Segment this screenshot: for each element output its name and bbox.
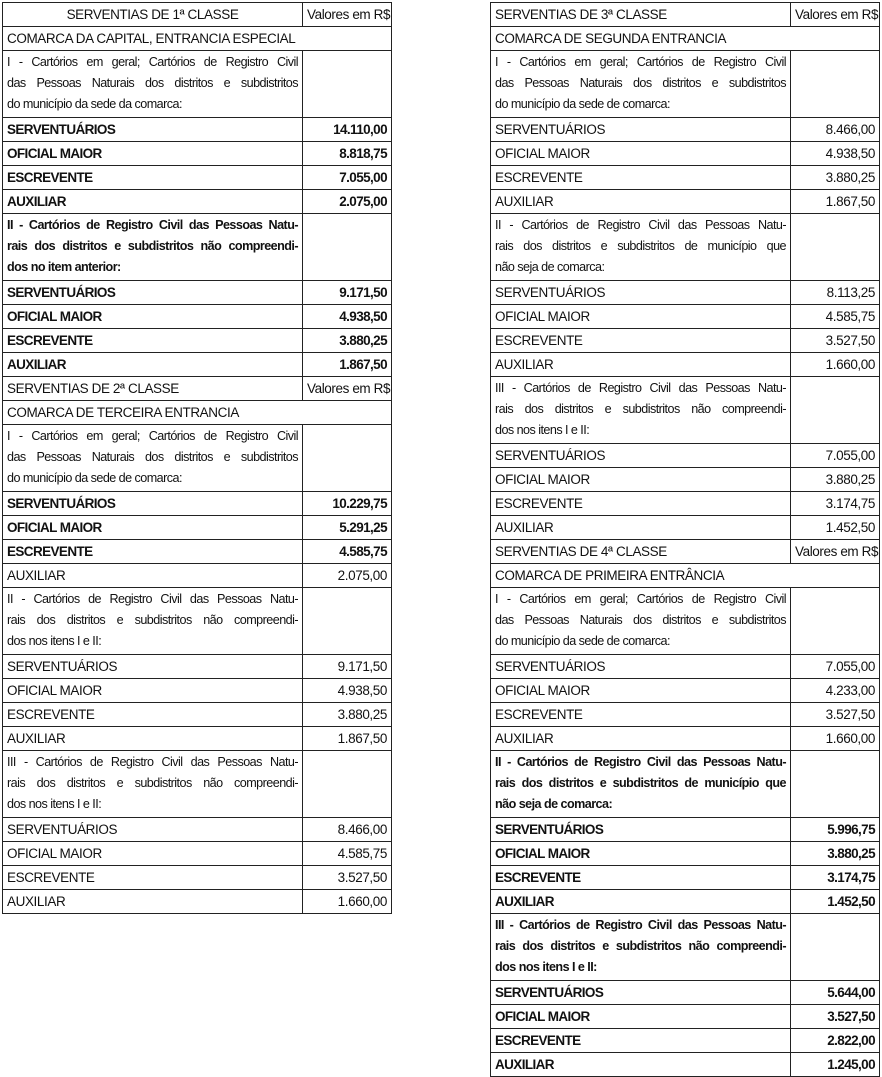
empty-value-cell [791, 751, 880, 818]
category-description [491, 588, 791, 655]
role-value: 5.291,25 [303, 516, 392, 540]
role-label: SERVENTUÁRIOS [491, 818, 791, 842]
class-title: SERVENTIAS DE 3ª CLASSE [491, 3, 791, 27]
table-row [491, 1053, 880, 1077]
description-line: I - Cartórios em geral; Cartórios de Registro Civil [495, 55, 786, 69]
role-label: AUXILIAR [491, 890, 791, 914]
table-row [3, 540, 392, 564]
role-value: 3.527,50 [303, 866, 392, 890]
class-header-row [491, 540, 880, 564]
role-label: SERVENTUÁRIOS [491, 118, 791, 142]
role-value: 8.466,00 [303, 818, 392, 842]
role-label: SERVENTUÁRIOS [491, 281, 791, 305]
role-value: 4.938,50 [303, 679, 392, 703]
description-line: II - Cartórios de Registro Civil das Pessoas Natu- [495, 218, 786, 232]
role-label: OFICIAL MAIOR [3, 679, 303, 703]
category-description-row [3, 425, 392, 492]
table-row [491, 818, 880, 842]
description-line: III - Cartórios de Registro Civil das Pessoas Natu- [495, 918, 786, 932]
description-line: III - Cartórios de Registro Civil das Pessoas Natu- [495, 381, 786, 395]
description-line: I - Cartórios em geral; Cartórios de Registro Civil [7, 429, 298, 443]
role-label: ESCREVENTE [491, 329, 791, 353]
role-label: OFICIAL MAIOR [491, 142, 791, 166]
role-label: OFICIAL MAIOR [3, 516, 303, 540]
role-value: 3.174,75 [791, 866, 880, 890]
role-value: 1.660,00 [791, 353, 880, 377]
table-row [3, 281, 392, 305]
role-label: OFICIAL MAIOR [491, 305, 791, 329]
description-line: dos no item anterior: [7, 260, 121, 274]
table-row [3, 890, 392, 914]
table-row [491, 281, 880, 305]
value-column-header: Valores em R$ [791, 3, 880, 27]
empty-value-cell [791, 214, 880, 281]
table-row [491, 727, 880, 751]
table-row [3, 516, 392, 540]
empty-value-cell [303, 751, 392, 818]
description-line: dos nos itens I e II: [7, 634, 102, 648]
role-label: AUXILIAR [3, 353, 303, 377]
description-line: rais dos distritos e subdistritos não compreendi- [7, 776, 298, 790]
role-value: 9.171,50 [303, 655, 392, 679]
comarca-row [3, 27, 392, 51]
role-label: ESCREVENTE [3, 703, 303, 727]
description-line: do município da sede da comarca: [7, 97, 182, 111]
description-line: das Pessoas Naturais dos distritos e subdistritos [7, 450, 298, 464]
role-value: 1.867,50 [303, 353, 392, 377]
description-line: dos nos itens I e II: [495, 960, 597, 974]
role-value: 5.996,75 [791, 818, 880, 842]
description-line: do município da sede de comarca: [495, 97, 670, 111]
role-label: OFICIAL MAIOR [3, 305, 303, 329]
description-line: rais dos distritos e subdistritos não compreendi- [495, 402, 786, 416]
category-description-row [3, 51, 392, 118]
role-label: AUXILIAR [491, 1053, 791, 1077]
table-row [491, 444, 880, 468]
category-description [3, 51, 303, 118]
category-description-row [491, 214, 880, 281]
role-label: OFICIAL MAIOR [3, 142, 303, 166]
description-line: III - Cartórios de Registro Civil das Pessoas Natu- [7, 755, 298, 769]
role-value: 3.880,25 [303, 703, 392, 727]
category-description [491, 914, 791, 981]
class-header-row [491, 3, 880, 27]
role-value: 4.938,50 [303, 305, 392, 329]
table-row [491, 1029, 880, 1053]
category-description-row [3, 214, 392, 281]
role-value: 4.585,75 [791, 305, 880, 329]
role-label: OFICIAL MAIOR [491, 842, 791, 866]
description-line: do município da sede de comarca: [495, 634, 670, 648]
table-row [491, 468, 880, 492]
role-value: 4.233,00 [791, 679, 880, 703]
empty-value-cell [303, 425, 392, 492]
table-row [491, 890, 880, 914]
role-label: SERVENTUÁRIOS [491, 444, 791, 468]
table-row [491, 981, 880, 1005]
category-description [491, 214, 791, 281]
table-row [3, 492, 392, 516]
table-row [3, 655, 392, 679]
description-line: das Pessoas Naturais dos distritos e subdistritos [7, 76, 298, 90]
role-label: ESCREVENTE [491, 492, 791, 516]
description-line: não seja de comarca: [495, 260, 605, 274]
role-value: 1.245,00 [791, 1053, 880, 1077]
role-value: 10.229,75 [303, 492, 392, 516]
table-row [3, 727, 392, 751]
comarca-row [491, 27, 880, 51]
table-row [491, 842, 880, 866]
role-value: 7.055,00 [791, 444, 880, 468]
comarca-title: COMARCA DE SEGUNDA ENTRANCIA [491, 27, 880, 51]
role-value: 3.880,25 [791, 166, 880, 190]
role-label: OFICIAL MAIOR [491, 1005, 791, 1029]
table-row [491, 142, 880, 166]
category-description [3, 425, 303, 492]
role-value: 4.585,75 [303, 540, 392, 564]
table-row [491, 516, 880, 540]
table-row [491, 305, 880, 329]
table-row [491, 166, 880, 190]
role-value: 2.075,00 [303, 190, 392, 214]
description-line: dos nos itens I e II: [495, 423, 590, 437]
category-description-row [3, 588, 392, 655]
role-label: SERVENTUÁRIOS [491, 655, 791, 679]
comarca-title: COMARCA DE PRIMEIRA ENTRÂNCIA [491, 564, 880, 588]
role-label: ESCREVENTE [491, 866, 791, 890]
table-row [491, 190, 880, 214]
value-column-header: Valores em R$ [303, 3, 392, 27]
table-row [491, 492, 880, 516]
table-row [491, 353, 880, 377]
category-description-row [491, 751, 880, 818]
table-row [491, 118, 880, 142]
role-value: 1.660,00 [791, 727, 880, 751]
role-label: AUXILIAR [491, 353, 791, 377]
role-value: 4.938,50 [791, 142, 880, 166]
role-value: 8.818,75 [303, 142, 392, 166]
empty-value-cell [791, 914, 880, 981]
role-value: 4.585,75 [303, 842, 392, 866]
empty-value-cell [303, 588, 392, 655]
role-label: SERVENTUÁRIOS [3, 492, 303, 516]
role-label: AUXILIAR [491, 516, 791, 540]
salary-table-left [2, 2, 392, 914]
description-line: I - Cartórios em geral; Cartórios de Registro Civil [495, 592, 786, 606]
category-description [3, 214, 303, 281]
class-header-row [3, 377, 392, 401]
category-description [491, 751, 791, 818]
role-label: OFICIAL MAIOR [491, 679, 791, 703]
role-value: 1.867,50 [791, 190, 880, 214]
value-column-header: Valores em R$ [791, 540, 880, 564]
table-row [3, 564, 392, 588]
table-row [491, 1005, 880, 1029]
table-row [491, 679, 880, 703]
category-description [491, 51, 791, 118]
description-line: dos nos itens I e II: [7, 797, 102, 811]
class-header-row [3, 3, 392, 27]
role-label: AUXILIAR [3, 890, 303, 914]
class-title: SERVENTIAS DE 2ª CLASSE [3, 377, 303, 401]
table-row [3, 703, 392, 727]
description-line: das Pessoas Naturais dos distritos e subdistritos [495, 613, 786, 627]
empty-value-cell [791, 51, 880, 118]
role-value: 8.113,25 [791, 281, 880, 305]
empty-value-cell [791, 588, 880, 655]
category-description [3, 588, 303, 655]
role-label: ESCREVENTE [3, 540, 303, 564]
role-label: ESCREVENTE [3, 866, 303, 890]
table-row [3, 118, 392, 142]
role-value: 14.110,00 [303, 118, 392, 142]
role-label: AUXILIAR [3, 727, 303, 751]
role-value: 3.880,25 [303, 329, 392, 353]
salary-table-right [490, 2, 880, 1077]
role-label: ESCREVENTE [491, 166, 791, 190]
role-label: OFICIAL MAIOR [491, 468, 791, 492]
role-value: 2.822,00 [791, 1029, 880, 1053]
class-title: SERVENTIAS DE 1ª CLASSE [3, 3, 303, 27]
table-row [3, 142, 392, 166]
comarca-row [491, 564, 880, 588]
role-label: AUXILIAR [3, 564, 303, 588]
comarca-title: COMARCA DA CAPITAL, ENTRANCIA ESPECIAL [3, 27, 392, 51]
description-line: I - Cartórios em geral; Cartórios de Registro Civil [7, 55, 298, 69]
role-value: 1.867,50 [303, 727, 392, 751]
table-row [491, 655, 880, 679]
table-row [3, 305, 392, 329]
table-row [3, 190, 392, 214]
category-description-row [491, 51, 880, 118]
table-row [491, 703, 880, 727]
category-description-row [3, 751, 392, 818]
table-row [491, 866, 880, 890]
role-label: AUXILIAR [491, 190, 791, 214]
table-row [3, 329, 392, 353]
description-line: rais dos distritos e subdistritos de município que [495, 776, 786, 790]
role-value: 1.452,50 [791, 890, 880, 914]
table-row [3, 166, 392, 190]
role-label: AUXILIAR [3, 190, 303, 214]
table-row [3, 679, 392, 703]
description-line: não seja de comarca: [495, 797, 613, 811]
empty-value-cell [791, 377, 880, 444]
role-label: ESCREVENTE [491, 703, 791, 727]
role-value: 1.452,50 [791, 516, 880, 540]
description-line: II - Cartórios de Registro Civil das Pessoas Natu- [7, 218, 298, 232]
role-value: 9.171,50 [303, 281, 392, 305]
role-value: 7.055,00 [303, 166, 392, 190]
description-line: II - Cartórios de Registro Civil das Pessoas Natu- [495, 755, 786, 769]
role-label: SERVENTUÁRIOS [3, 281, 303, 305]
role-value: 7.055,00 [791, 655, 880, 679]
description-line: rais dos distritos e subdistritos não compreendi- [495, 939, 786, 953]
value-column-header: Valores em R$ [303, 377, 392, 401]
role-label: SERVENTUÁRIOS [491, 981, 791, 1005]
comarca-row [3, 401, 392, 425]
category-description [491, 377, 791, 444]
table-row [3, 818, 392, 842]
category-description-row [491, 588, 880, 655]
class-title: SERVENTIAS DE 4ª CLASSE [491, 540, 791, 564]
empty-value-cell [303, 214, 392, 281]
comarca-title: COMARCA DE TERCEIRA ENTRANCIA [3, 401, 392, 425]
role-value: 3.527,50 [791, 329, 880, 353]
role-label: ESCREVENTE [3, 329, 303, 353]
description-line: II - Cartórios de Registro Civil das Pessoas Natu- [7, 592, 298, 606]
role-value: 3.527,50 [791, 703, 880, 727]
role-value: 1.660,00 [303, 890, 392, 914]
role-label: SERVENTUÁRIOS [3, 655, 303, 679]
empty-value-cell [303, 51, 392, 118]
role-value: 3.880,25 [791, 468, 880, 492]
role-value: 5.644,00 [791, 981, 880, 1005]
role-label: SERVENTUÁRIOS [3, 818, 303, 842]
description-line: rais dos distritos e subdistritos de município que [495, 239, 786, 253]
table-row [3, 353, 392, 377]
role-value: 3.527,50 [791, 1005, 880, 1029]
description-line: do município da sede de comarca: [7, 471, 182, 485]
role-label: AUXILIAR [491, 727, 791, 751]
category-description-row [491, 914, 880, 981]
role-label: SERVENTUÁRIOS [3, 118, 303, 142]
role-label: ESCREVENTE [3, 166, 303, 190]
category-description [3, 751, 303, 818]
role-value: 2.075,00 [303, 564, 392, 588]
table-row [3, 866, 392, 890]
table-row [491, 329, 880, 353]
description-line: rais dos distritos e subdistritos não compreendi- [7, 613, 298, 627]
role-value: 3.880,25 [791, 842, 880, 866]
role-label: OFICIAL MAIOR [3, 842, 303, 866]
category-description-row [491, 377, 880, 444]
description-line: rais dos distritos e subdistritos não compreendi- [7, 239, 298, 253]
description-line: das Pessoas Naturais dos distritos e subdistritos [495, 76, 786, 90]
role-label: ESCREVENTE [491, 1029, 791, 1053]
table-row [3, 842, 392, 866]
role-value: 8.466,00 [791, 118, 880, 142]
role-value: 3.174,75 [791, 492, 880, 516]
